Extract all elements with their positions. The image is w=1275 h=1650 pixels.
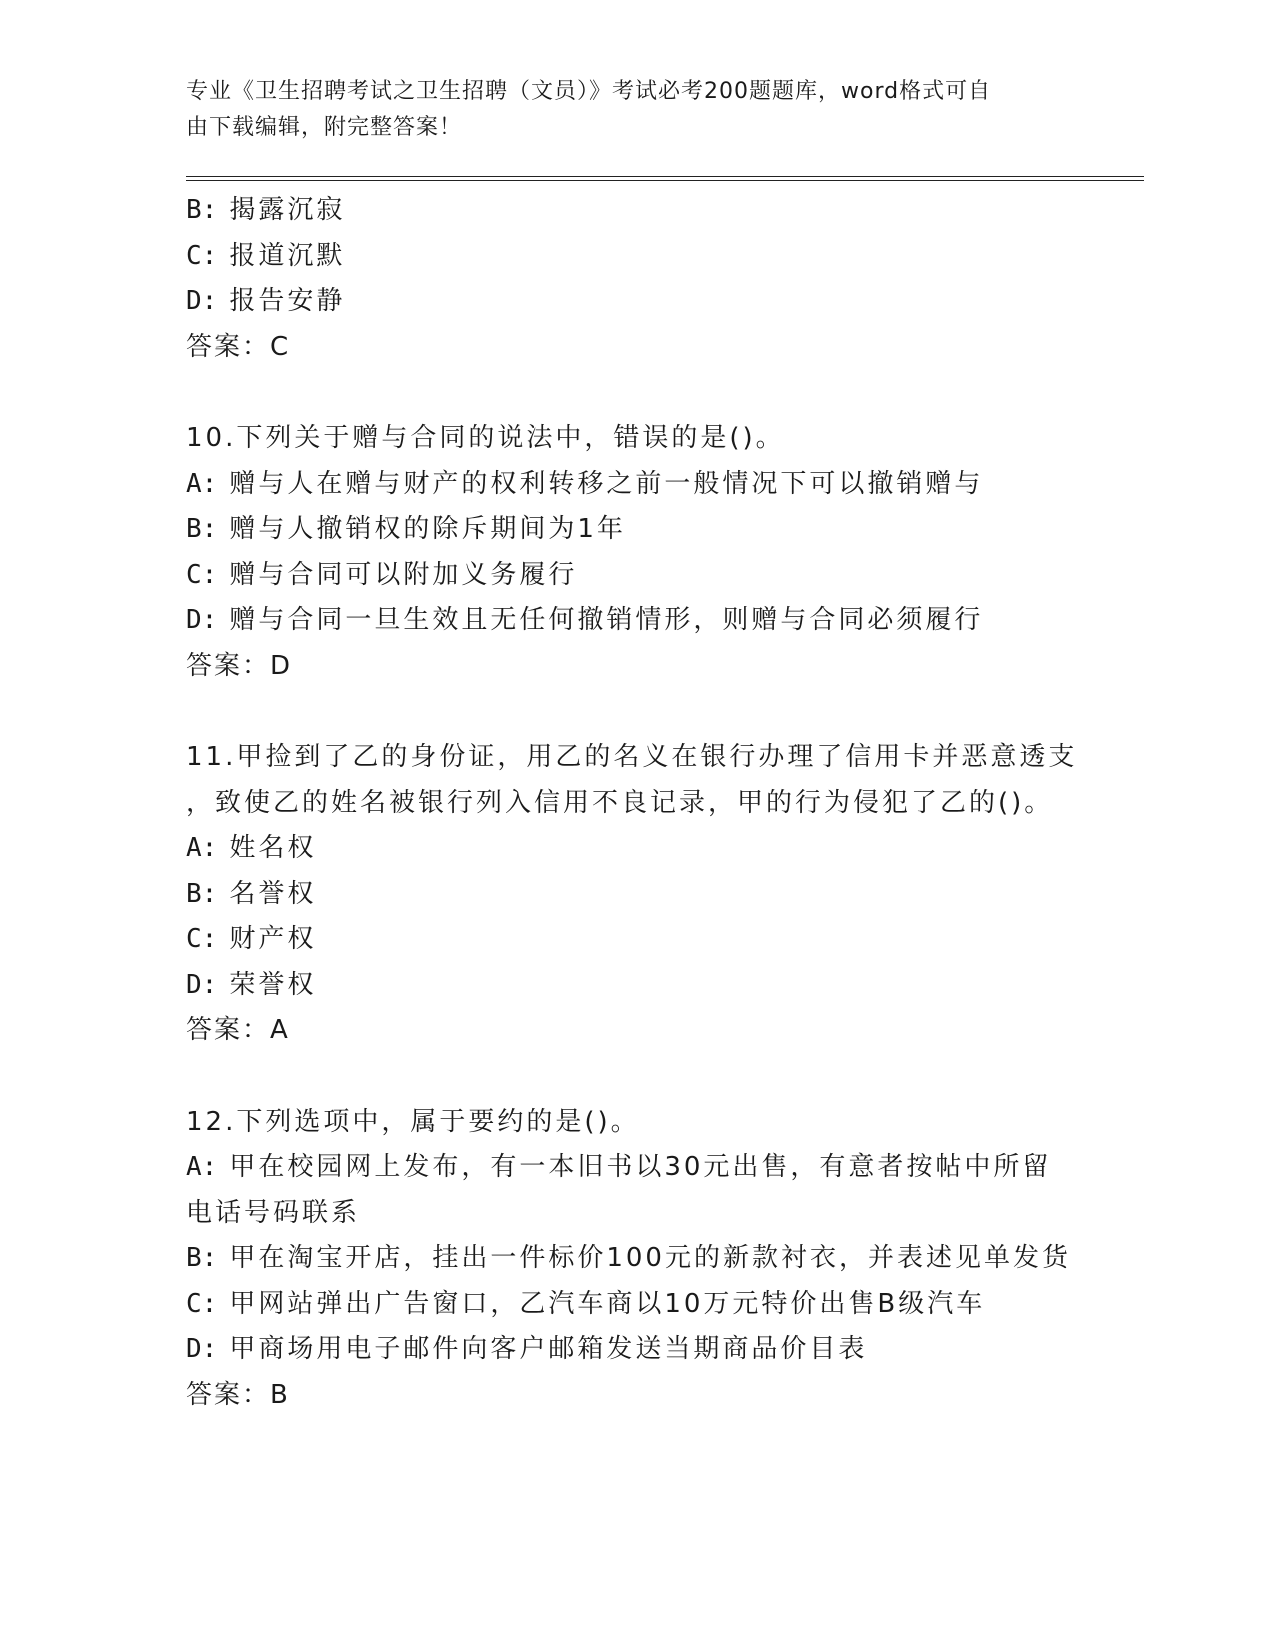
header-divider-bottom xyxy=(186,180,1144,181)
document-header xyxy=(186,74,1066,146)
option-c: C: 甲网站弹出广告窗口，乙汽车商以10万元特价出售B级汽车 xyxy=(186,1288,986,1319)
answer-line: 答案：B xyxy=(186,1379,290,1410)
question-stem: 12.下列选项中，属于要约的是()。 xyxy=(186,1106,640,1137)
option-b: B: 名誉权 xyxy=(186,878,317,909)
question-11 xyxy=(186,735,1086,1054)
option-b: B: 甲在淘宝开店，挂出一件标价100元的新款衬衣，并表述见单发货 xyxy=(186,1243,1071,1273)
header-line-2: 由下载编辑，附完整答案！ xyxy=(186,115,463,140)
question-12 xyxy=(186,1100,1086,1419)
answer-line: 答案：A xyxy=(186,1015,290,1045)
header-line-1: 专业《卫生招聘考试之卫生招聘（文员）》考试必考200题题库，word格式可自 xyxy=(186,79,992,104)
question-stem-cont: ，致使乙的姓名被银行列入信用不良记录，甲的行为侵犯了乙的()。 xyxy=(186,787,1054,818)
option-b: B: 揭露沉寂 xyxy=(186,195,346,225)
option-a: A: 赠与人在赠与财产的权利转移之前一般情况下可以撤销赠与 xyxy=(186,468,984,499)
answer-line: 答案：D xyxy=(186,650,293,681)
option-c: C: 赠与合同可以附加义务履行 xyxy=(186,559,578,590)
option-a: A: 甲在校园网上发布，有一本旧书以30元出售，有意者按帖中所留 xyxy=(186,1152,1052,1182)
option-b: B: 赠与人撤销权的除斥期间为1年 xyxy=(186,514,626,544)
question-stem: 11.甲捡到了乙的身份证，用乙的名义在银行办理了信用卡并恶意透支 xyxy=(186,742,1078,772)
option-d: D: 报告安静 xyxy=(186,286,346,316)
option-d: D: 甲商场用电子邮件向客户邮箱发送当期商品价目表 xyxy=(186,1334,868,1364)
prev-question-block xyxy=(186,188,1086,370)
option-d: D: 荣誉权 xyxy=(186,969,317,1000)
option-c: C: 财产权 xyxy=(186,924,317,954)
option-a-cont: 电话号码联系 xyxy=(186,1197,361,1228)
question-stem: 10.下列关于赠与合同的说法中，错误的是()。 xyxy=(186,423,785,453)
answer-line: 答案：C xyxy=(186,331,291,362)
option-c: C: 报道沉默 xyxy=(186,240,346,271)
header-divider-top xyxy=(186,176,1144,177)
question-10 xyxy=(186,416,1086,689)
option-a: A: 姓名权 xyxy=(186,833,317,863)
option-d: D: 赠与合同一旦生效且无任何撤销情形，则赠与合同必须履行 xyxy=(186,605,984,635)
question-list xyxy=(186,188,1086,1418)
